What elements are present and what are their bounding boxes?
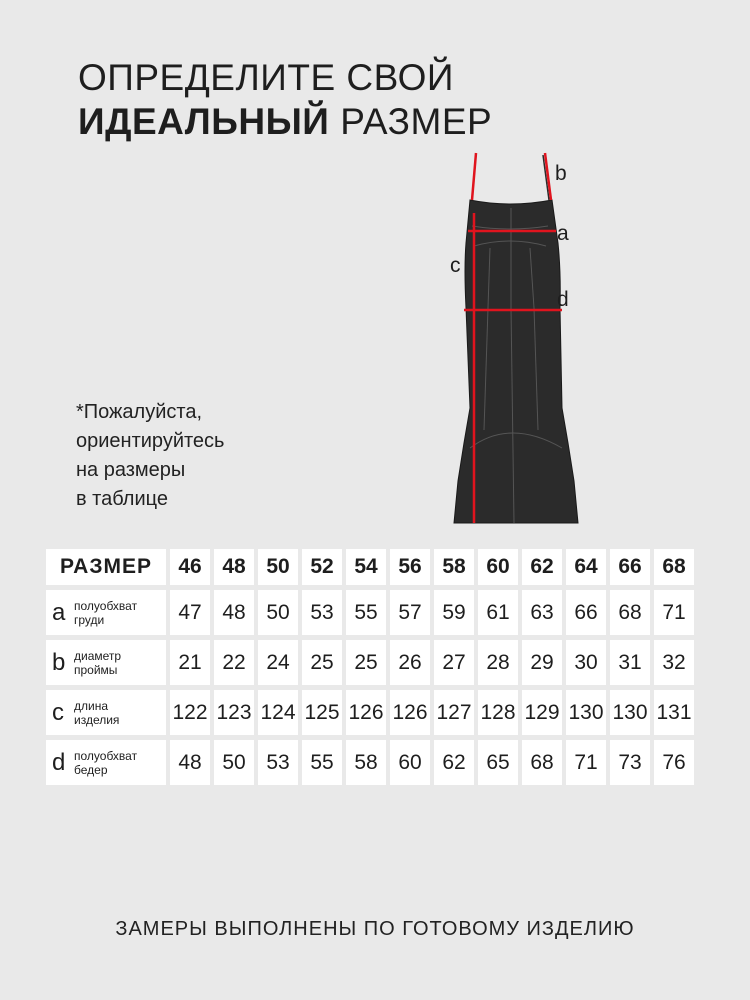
table-cell: 122 <box>170 690 210 735</box>
note-line: ориентируйтесь <box>76 430 225 452</box>
table-cell: 25 <box>346 640 386 685</box>
row-letter: d <box>52 748 66 776</box>
table-cell: 48 <box>214 590 254 635</box>
table-cell: 57 <box>390 590 430 635</box>
table-cell: 128 <box>478 690 518 735</box>
table-cell: 60 <box>390 740 430 785</box>
row-description-line: полуобхват <box>74 748 138 763</box>
table-cell: 61 <box>478 590 518 635</box>
row-label <box>46 590 166 635</box>
label-d: d <box>557 288 569 311</box>
dress-body <box>454 200 578 523</box>
size-header-label: РАЗМЕР <box>46 549 166 585</box>
table-cell: 32 <box>654 640 694 685</box>
table-row <box>46 640 694 685</box>
table-cell: 130 <box>610 690 650 735</box>
title-bold-word: ИДЕАЛЬНЫЙ <box>78 101 330 142</box>
table-cell: 62 <box>434 740 474 785</box>
table-cell: 130 <box>566 690 606 735</box>
table-cell: 129 <box>522 690 562 735</box>
note-line: в таблице <box>76 488 168 510</box>
table-cell: 55 <box>302 740 342 785</box>
table-cell: 124 <box>258 690 298 735</box>
table-cell: 123 <box>214 690 254 735</box>
table-cell: 68 <box>610 590 650 635</box>
row-letter: b <box>52 648 66 676</box>
table-cell: 73 <box>610 740 650 785</box>
row-description <box>74 599 137 627</box>
row-label <box>46 640 166 685</box>
table-cell: 31 <box>610 640 650 685</box>
table-cell: 27 <box>434 640 474 685</box>
row-label <box>46 690 166 735</box>
table-row <box>46 590 694 635</box>
size-header-row <box>46 549 694 585</box>
row-description-line: длина <box>74 698 109 713</box>
row-description-line: диаметр <box>74 648 122 663</box>
size-header-cell: 62 <box>522 549 562 585</box>
dress-diagram <box>430 148 590 533</box>
table-cell: 30 <box>566 640 606 685</box>
size-table <box>42 544 698 790</box>
dress-illustration <box>430 148 590 533</box>
title-line-2 <box>78 100 492 144</box>
row-description <box>74 699 119 727</box>
table-cell: 127 <box>434 690 474 735</box>
size-header-cell: 48 <box>214 549 254 585</box>
size-header-cell: 56 <box>390 549 430 585</box>
size-header-cell: 46 <box>170 549 210 585</box>
note-line: на размеры <box>76 459 186 481</box>
row-description-line: полуобхват <box>74 598 138 613</box>
table-cell: 66 <box>566 590 606 635</box>
row-description-line: бедер <box>74 762 108 777</box>
size-header-cell: 60 <box>478 549 518 585</box>
size-header-cell: 58 <box>434 549 474 585</box>
size-header-cell: 66 <box>610 549 650 585</box>
table-row <box>46 690 694 735</box>
table-cell: 63 <box>522 590 562 635</box>
table-cell: 25 <box>302 640 342 685</box>
table-cell: 71 <box>654 590 694 635</box>
table-cell: 55 <box>346 590 386 635</box>
table-cell: 53 <box>258 740 298 785</box>
size-header-cell: 54 <box>346 549 386 585</box>
table-cell: 126 <box>390 690 430 735</box>
table-cell: 59 <box>434 590 474 635</box>
table-cell: 131 <box>654 690 694 735</box>
size-header-cell: 64 <box>566 549 606 585</box>
table-cell: 71 <box>566 740 606 785</box>
page-title <box>78 56 492 144</box>
table-cell: 125 <box>302 690 342 735</box>
table-cell: 47 <box>170 590 210 635</box>
table-cell: 50 <box>258 590 298 635</box>
row-label <box>46 740 166 785</box>
table-cell: 53 <box>302 590 342 635</box>
measure-line-b-left <box>472 153 476 200</box>
size-header-cell: 52 <box>302 549 342 585</box>
table-cell: 22 <box>214 640 254 685</box>
size-header-cell: 68 <box>654 549 694 585</box>
table-cell: 58 <box>346 740 386 785</box>
size-note <box>76 398 336 514</box>
row-description-line: изделия <box>74 712 120 727</box>
row-description <box>74 749 137 777</box>
row-letter: a <box>52 598 66 626</box>
label-a: a <box>557 222 569 245</box>
table-cell: 26 <box>390 640 430 685</box>
row-letter: c <box>52 698 64 726</box>
label-b: b <box>555 162 567 185</box>
table-cell: 48 <box>170 740 210 785</box>
table-cell: 126 <box>346 690 386 735</box>
table-cell: 24 <box>258 640 298 685</box>
title-rest-word: РАЗМЕР <box>340 101 493 142</box>
note-line: *Пожалуйста, <box>76 401 203 423</box>
row-description-line: проймы <box>74 662 118 677</box>
footer-note: ЗАМЕРЫ ВЫПОЛНЕНЫ ПО ГОТОВОМУ ИЗДЕЛИЮ <box>115 918 635 940</box>
size-header-cell: 50 <box>258 549 298 585</box>
table-cell: 29 <box>522 640 562 685</box>
row-description <box>74 649 121 677</box>
table-cell: 65 <box>478 740 518 785</box>
table-cell: 68 <box>522 740 562 785</box>
table-cell: 76 <box>654 740 694 785</box>
label-c: c <box>450 254 461 277</box>
title-line-1: ОПРЕДЕЛИТЕ СВОЙ <box>78 57 454 98</box>
table-cell: 28 <box>478 640 518 685</box>
row-description-line: груди <box>74 612 105 627</box>
table-row <box>46 740 694 785</box>
table-cell: 21 <box>170 640 210 685</box>
table-cell: 50 <box>214 740 254 785</box>
